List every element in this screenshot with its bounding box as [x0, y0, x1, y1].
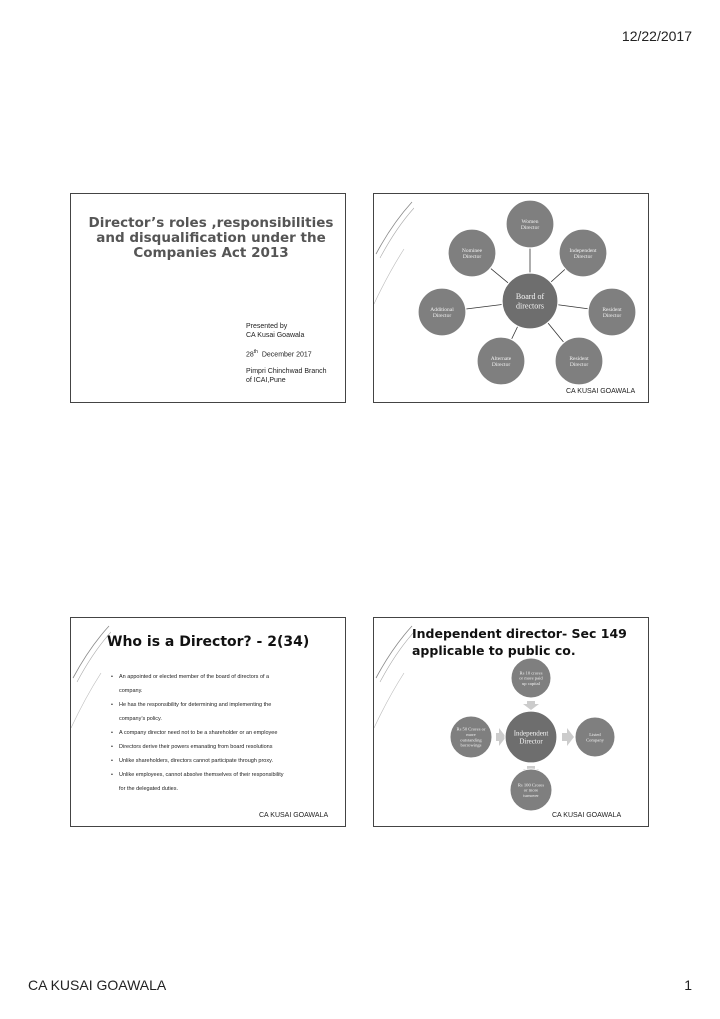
slide-title	[70, 193, 346, 403]
bullet-item: • Unlike employees, cannot absolve themselves of their responsibility	[119, 768, 341, 782]
director-type-label: Director	[602, 313, 622, 320]
criteria-label: up capital	[522, 680, 540, 686]
presenter-info	[246, 322, 327, 385]
director-type-label: Resident	[569, 355, 589, 362]
slide3-title: Who is a Director? - 2(34)	[107, 634, 310, 650]
bullet-item: for the delegated duties.	[119, 786, 179, 792]
slide3-footer: CA KUSAI GOAWALA	[259, 812, 329, 819]
board-center-node	[502, 273, 558, 329]
director-type-node	[588, 288, 636, 336]
page-footer-author: CA KUSAI GOAWALA	[28, 977, 167, 993]
criteria-node-left	[450, 716, 492, 758]
director-type-label: Director	[432, 313, 452, 320]
bullet-item: • He has the responsibility for determining and implementing the	[119, 698, 341, 712]
bullet-item: • Unlike shareholders, directors cannot participate through proxy.	[119, 754, 341, 768]
slide1-title	[81, 216, 341, 261]
bullet-item: • Directors derive their powers emanating from board resolutions	[119, 740, 341, 754]
director-type-label: Director	[491, 362, 511, 369]
center-label: Independent	[513, 729, 549, 738]
presentation-date: 28th December 2017	[246, 349, 312, 359]
page-date: 12/22/2017	[621, 28, 692, 44]
independent-director-center-node	[505, 711, 557, 763]
slide2-footer: CA KUSAI GOAWALA	[566, 388, 636, 395]
decorative-curves	[71, 618, 111, 827]
slide1-title-line: Companies Act 2013	[133, 245, 289, 261]
slide-who-is-director	[70, 617, 346, 827]
presented-by-label: Presented by	[246, 323, 288, 330]
page-number: 1	[684, 977, 692, 993]
criteria-label: more	[466, 731, 476, 737]
slide4-title-line: Independent director- Sec 149	[412, 626, 627, 641]
criteria-label: Rs 10 crores	[519, 670, 543, 676]
criteria-label: Rs 50 Crores or	[456, 726, 486, 732]
independent-director-diagram	[374, 618, 649, 827]
slide1-title-line: Director’s roles ,responsibilities	[88, 215, 334, 231]
flow-arrow	[523, 701, 539, 710]
bullet-item: • An appointed or elected member of the board of directors of a	[119, 670, 341, 684]
director-type-label: Director	[520, 225, 540, 232]
presenter-name: CA Kusai Goawala	[246, 332, 305, 339]
director-type-node	[418, 288, 466, 336]
director-type-label: Nominee	[461, 247, 483, 254]
director-type-label: Additional	[430, 306, 454, 313]
board-center-label: Board of	[515, 292, 545, 302]
bullet-item: company.	[119, 688, 143, 694]
bullet-item: • A company director need not to be a shareholder or an employee	[119, 726, 341, 740]
criteria-label: Company	[586, 737, 604, 743]
director-type-node	[448, 229, 496, 277]
director-type-node	[506, 200, 554, 248]
branch-line: of ICAI,Pune	[246, 377, 286, 385]
slide4-footer: CA KUSAI GOAWALA	[552, 812, 622, 819]
criteria-label: borrowings	[460, 742, 482, 748]
criteria-label: or more paid	[519, 675, 543, 681]
flow-arrow	[562, 728, 574, 746]
center-label: Director	[519, 737, 543, 746]
slide-independent-director	[373, 617, 649, 827]
board-diagram	[374, 194, 649, 403]
criteria-label: outstanding	[460, 737, 482, 743]
slide-board-diagram	[373, 193, 649, 403]
criteria-node-right	[575, 717, 615, 757]
director-bullet-list	[119, 670, 341, 796]
board-center-label: directors	[516, 301, 544, 311]
director-type-label: Independent	[569, 247, 597, 254]
criteria-label: or more	[523, 787, 539, 793]
director-type-label: Women	[521, 218, 539, 225]
director-type-label: Director	[573, 254, 593, 261]
criteria-node-top	[511, 658, 551, 698]
criteria-label: Rs 100 Crores	[517, 782, 545, 788]
director-type-label: Resident	[602, 306, 622, 313]
criteria-label: Listed	[589, 731, 601, 737]
director-type-label: Alternate	[490, 355, 512, 362]
director-type-label: Director	[462, 254, 482, 261]
director-type-node	[555, 337, 603, 385]
slide1-title-line: and disqualification under the	[96, 230, 326, 246]
criteria-node-bottom	[510, 769, 552, 811]
director-type-node	[477, 337, 525, 385]
branch-line: Pimpri Chinchwad Branch	[246, 368, 327, 376]
criteria-label: turnover	[523, 792, 539, 798]
bullet-item: company’s policy.	[119, 716, 162, 722]
director-type-label: Director	[569, 362, 589, 369]
director-type-node	[559, 229, 607, 277]
slide4-title-line: applicable to public co.	[412, 643, 576, 658]
